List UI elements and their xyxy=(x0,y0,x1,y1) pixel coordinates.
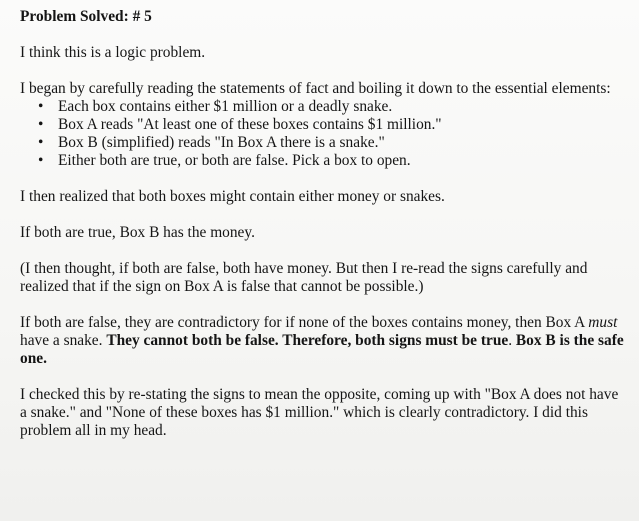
conclusion-text-2: have a snake. xyxy=(20,332,107,349)
list-item xyxy=(20,152,625,170)
conclusion-text-1: If both are false, they are contradictory for if none of the boxes contains money, then Box A xyxy=(20,314,589,331)
paragraph-both-true: If both are true, Box B has the money. xyxy=(20,224,255,241)
paragraph-conclusion xyxy=(20,314,625,368)
list-item-text: Either both are true, or both are false. Pick a box to open. xyxy=(58,152,411,169)
conclusion-emphasis: must xyxy=(588,314,618,331)
list-item xyxy=(20,134,625,152)
paragraph-verification: I checked this by re-stating the signs to mean the opposite, coming up with "Box A does not have a snake." and "None of these boxes has $1 million." which is clearly contradictory. I did this problem all in my head. xyxy=(20,386,619,439)
list-item-text: Box B (simplified) reads "In Box A there is a snake." xyxy=(58,134,385,151)
bullet-icon: • xyxy=(38,134,44,151)
conclusion-bold-1: They cannot both be false. Therefore, both signs must be true xyxy=(106,332,509,349)
conclusion-bold-2: Box B is the safe one. xyxy=(20,332,624,367)
paragraph-realization: I then realized that both boxes might contain either money or snakes. xyxy=(20,188,445,205)
list-item xyxy=(20,116,625,134)
document-body xyxy=(20,8,625,440)
facts-list xyxy=(20,98,625,170)
bullet-icon: • xyxy=(38,98,44,115)
conclusion-text-3: . xyxy=(508,332,516,349)
list-item xyxy=(20,98,625,116)
bullet-icon: • xyxy=(38,152,44,169)
page-title: Problem Solved: # 5 xyxy=(20,8,152,25)
paragraph-reconsideration: (I then thought, if both are false, both have money. But then I re-read the signs carefully and realized that if the sign on Box A is false that cannot be possible.) xyxy=(20,260,588,295)
bullet-icon: • xyxy=(38,116,44,133)
paragraph-method: I began by carefully reading the statements of fact and boiling it down to the essential elements: xyxy=(20,80,611,97)
list-item-text: Box A reads "At least one of these boxes contains $1 million." xyxy=(58,116,442,133)
list-item-text: Each box contains either $1 million or a deadly snake. xyxy=(58,98,393,115)
paragraph-intro: I think this is a logic problem. xyxy=(20,44,206,61)
